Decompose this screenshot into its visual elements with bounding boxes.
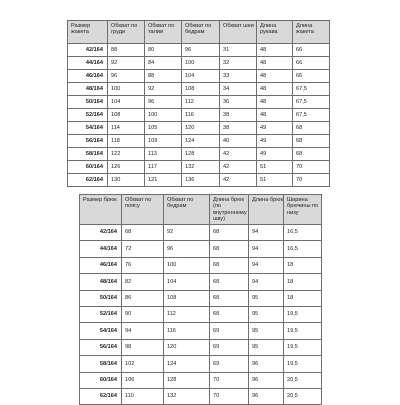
pants-value-cell: 94 — [249, 225, 284, 241]
pants-header-size: Размер брюк — [80, 195, 122, 225]
pants-value-cell: 95 — [249, 339, 284, 355]
jacket-table-row — [68, 122, 330, 135]
pants-value-cell: 68 — [210, 290, 249, 306]
pants-value-cell: 68 — [210, 274, 249, 290]
jacket-value-cell: 92 — [145, 83, 182, 96]
pants-value-cell: 90 — [122, 306, 164, 322]
pants-value-cell: 96 — [249, 388, 284, 404]
jacket-value-cell: 42 — [220, 174, 257, 187]
jacket-table-row — [68, 174, 330, 187]
jacket-table-row — [68, 57, 330, 70]
pants-value-cell: 69 — [210, 356, 249, 372]
pants-value-cell: 92 — [164, 225, 210, 241]
pants-value-cell: 94 — [249, 257, 284, 273]
pants-header-hem-width: Ширина брючины по низу — [284, 195, 322, 225]
pants-table-row — [80, 372, 322, 388]
jacket-value-cell: 49 — [257, 122, 293, 135]
pants-size-cell: 52/164 — [80, 306, 122, 322]
pants-value-cell: 70 — [210, 372, 249, 388]
pants-value-cell: 20,5 — [284, 388, 322, 404]
jacket-table-row — [68, 96, 330, 109]
jacket-table-row — [68, 83, 330, 96]
jacket-value-cell: 66 — [293, 70, 330, 83]
pants-value-cell: 110 — [122, 388, 164, 404]
jacket-table-body — [68, 44, 330, 187]
jacket-value-cell: 126 — [108, 161, 145, 174]
jacket-size-cell: 62/164 — [68, 174, 108, 187]
jacket-value-cell: 36 — [220, 96, 257, 109]
jacket-value-cell: 40 — [220, 135, 257, 148]
pants-value-cell: 108 — [164, 290, 210, 306]
jacket-size-cell: 46/164 — [68, 70, 108, 83]
pants-value-cell: 68 — [210, 241, 249, 257]
pants-size-cell: 46/164 — [80, 257, 122, 273]
pants-size-cell: 58/164 — [80, 356, 122, 372]
pants-value-cell: 19,5 — [284, 306, 322, 322]
jacket-header-chest: Обхват по груди — [108, 21, 145, 44]
jacket-value-cell: 109 — [145, 135, 182, 148]
pants-size-cell: 60/164 — [80, 372, 122, 388]
jacket-size-table — [67, 20, 330, 187]
jacket-header-size: Размер жакета — [68, 21, 108, 44]
jacket-table-row — [68, 135, 330, 148]
pants-size-cell: 56/164 — [80, 339, 122, 355]
jacket-value-cell: 48 — [257, 109, 293, 122]
jacket-value-cell: 48 — [257, 96, 293, 109]
jacket-value-cell: 117 — [145, 161, 182, 174]
jacket-value-cell: 96 — [145, 96, 182, 109]
jacket-value-cell: 100 — [182, 57, 220, 70]
jacket-value-cell: 100 — [108, 83, 145, 96]
jacket-size-cell: 58/164 — [68, 148, 108, 161]
pants-size-cell: 42/164 — [80, 225, 122, 241]
pants-table-body — [80, 225, 322, 405]
pants-table-row — [80, 290, 322, 306]
jacket-value-cell: 130 — [108, 174, 145, 187]
jacket-value-cell: 88 — [145, 70, 182, 83]
pants-value-cell: 94 — [122, 323, 164, 339]
jacket-value-cell: 48 — [257, 44, 293, 57]
jacket-value-cell: 48 — [257, 57, 293, 70]
jacket-value-cell: 88 — [108, 44, 145, 57]
jacket-value-cell: 51 — [257, 174, 293, 187]
jacket-value-cell: 33 — [220, 70, 257, 83]
pants-value-cell: 68 — [122, 225, 164, 241]
pants-value-cell: 82 — [122, 274, 164, 290]
pants-value-cell: 68 — [210, 225, 249, 241]
jacket-value-cell: 84 — [145, 57, 182, 70]
pants-table-row — [80, 225, 322, 241]
jacket-value-cell: 68 — [293, 148, 330, 161]
jacket-value-cell: 124 — [182, 135, 220, 148]
jacket-value-cell: 34 — [220, 83, 257, 96]
pants-value-cell: 120 — [164, 339, 210, 355]
jacket-value-cell: 51 — [257, 161, 293, 174]
pants-header-inseam: Длина брюк (по внутреннему шву) — [210, 195, 249, 225]
pants-value-cell: 95 — [249, 306, 284, 322]
pants-table-row — [80, 356, 322, 372]
jacket-value-cell: 42 — [220, 148, 257, 161]
pants-value-cell: 124 — [164, 356, 210, 372]
pants-value-cell: 86 — [122, 290, 164, 306]
pants-value-cell: 96 — [249, 372, 284, 388]
pants-size-table — [79, 194, 322, 405]
jacket-header-neck: Обхват шеи — [220, 21, 257, 44]
jacket-value-cell: 31 — [220, 44, 257, 57]
pants-value-cell: 96 — [164, 241, 210, 257]
jacket-value-cell: 96 — [108, 70, 145, 83]
pants-value-cell: 132 — [164, 388, 210, 404]
jacket-value-cell: 70 — [293, 174, 330, 187]
jacket-header-hips: Обхват по бедрам — [182, 21, 220, 44]
jacket-value-cell: 104 — [108, 96, 145, 109]
pants-table-row — [80, 241, 322, 257]
jacket-header-waist: Обхват по талии — [145, 21, 182, 44]
pants-value-cell: 69 — [210, 323, 249, 339]
pants-value-cell: 95 — [249, 290, 284, 306]
pants-value-cell: 102 — [122, 356, 164, 372]
pants-value-cell: 18 — [284, 274, 322, 290]
jacket-value-cell: 113 — [145, 148, 182, 161]
pants-value-cell: 94 — [249, 241, 284, 257]
jacket-value-cell: 48 — [257, 70, 293, 83]
jacket-value-cell: 100 — [145, 109, 182, 122]
jacket-value-cell: 132 — [182, 161, 220, 174]
pants-value-cell: 94 — [249, 274, 284, 290]
jacket-value-cell: 48 — [257, 83, 293, 96]
jacket-size-cell: 50/164 — [68, 96, 108, 109]
pants-value-cell: 70 — [210, 388, 249, 404]
jacket-size-cell: 60/164 — [68, 161, 108, 174]
jacket-value-cell: 105 — [145, 122, 182, 135]
pants-value-cell: 104 — [164, 274, 210, 290]
jacket-table-row — [68, 70, 330, 83]
pants-header-waist: Обхват по поясу — [122, 195, 164, 225]
pants-size-cell: 54/164 — [80, 323, 122, 339]
jacket-size-cell: 52/164 — [68, 109, 108, 122]
jacket-value-cell: 136 — [182, 174, 220, 187]
pants-value-cell: 18 — [284, 290, 322, 306]
jacket-value-cell: 42 — [220, 161, 257, 174]
jacket-value-cell: 120 — [182, 122, 220, 135]
jacket-value-cell: 70 — [293, 161, 330, 174]
pants-table-row — [80, 339, 322, 355]
jacket-table-row — [68, 148, 330, 161]
pants-value-cell: 18 — [284, 257, 322, 273]
jacket-size-cell: 54/164 — [68, 122, 108, 135]
jacket-value-cell: 108 — [108, 109, 145, 122]
pants-header-row — [80, 195, 322, 225]
jacket-value-cell: 128 — [182, 148, 220, 161]
pants-header-hips: Обхват по бедрам — [164, 195, 210, 225]
jacket-value-cell: 32 — [220, 57, 257, 70]
jacket-value-cell: 114 — [108, 122, 145, 135]
pants-size-cell: 50/164 — [80, 290, 122, 306]
jacket-value-cell: 108 — [182, 83, 220, 96]
pants-header-length: Длина брюк — [249, 195, 284, 225]
pants-value-cell: 69 — [210, 339, 249, 355]
jacket-header-sleeve: Длина рукава — [257, 21, 293, 44]
jacket-value-cell: 67,5 — [293, 83, 330, 96]
jacket-value-cell: 49 — [257, 148, 293, 161]
jacket-value-cell: 38 — [220, 122, 257, 135]
pants-value-cell: 96 — [249, 356, 284, 372]
jacket-size-cell: 48/164 — [68, 83, 108, 96]
pants-value-cell: 16,5 — [284, 225, 322, 241]
jacket-value-cell: 67,5 — [293, 109, 330, 122]
jacket-value-cell: 116 — [182, 109, 220, 122]
pants-value-cell: 98 — [122, 339, 164, 355]
pants-value-cell: 128 — [164, 372, 210, 388]
jacket-value-cell: 49 — [257, 135, 293, 148]
pants-value-cell: 72 — [122, 241, 164, 257]
jacket-value-cell: 67,5 — [293, 96, 330, 109]
jacket-size-cell: 42/164 — [68, 44, 108, 57]
pants-value-cell: 19,5 — [284, 339, 322, 355]
pants-table-row — [80, 257, 322, 273]
jacket-header-length: Длина жакета — [293, 21, 330, 44]
jacket-value-cell: 66 — [293, 57, 330, 70]
pants-size-cell: 62/164 — [80, 388, 122, 404]
pants-value-cell: 106 — [122, 372, 164, 388]
jacket-value-cell: 68 — [293, 135, 330, 148]
pants-value-cell: 112 — [164, 306, 210, 322]
pants-table-row — [80, 388, 322, 404]
jacket-value-cell: 38 — [220, 109, 257, 122]
pants-size-cell: 48/164 — [80, 274, 122, 290]
jacket-size-cell: 56/164 — [68, 135, 108, 148]
pants-table-row — [80, 306, 322, 322]
pants-value-cell: 20,5 — [284, 372, 322, 388]
pants-value-cell: 100 — [164, 257, 210, 273]
jacket-value-cell: 118 — [108, 135, 145, 148]
pants-value-cell: 116 — [164, 323, 210, 339]
jacket-value-cell: 122 — [108, 148, 145, 161]
jacket-table-row — [68, 161, 330, 174]
jacket-table-row — [68, 109, 330, 122]
jacket-header-row — [68, 21, 330, 44]
pants-value-cell: 76 — [122, 257, 164, 273]
jacket-value-cell: 68 — [293, 122, 330, 135]
pants-value-cell: 19,5 — [284, 323, 322, 339]
pants-value-cell: 19,5 — [284, 356, 322, 372]
jacket-value-cell: 66 — [293, 44, 330, 57]
jacket-table-row — [68, 44, 330, 57]
jacket-value-cell: 121 — [145, 174, 182, 187]
jacket-value-cell: 92 — [108, 57, 145, 70]
jacket-size-cell: 44/164 — [68, 57, 108, 70]
jacket-value-cell: 104 — [182, 70, 220, 83]
pants-table-row — [80, 323, 322, 339]
jacket-value-cell: 96 — [182, 44, 220, 57]
pants-value-cell: 16,5 — [284, 241, 322, 257]
pants-value-cell: 95 — [249, 323, 284, 339]
pants-size-cell: 44/164 — [80, 241, 122, 257]
pants-table-row — [80, 274, 322, 290]
jacket-value-cell: 80 — [145, 44, 182, 57]
pants-value-cell: 68 — [210, 257, 249, 273]
pants-value-cell: 68 — [210, 306, 249, 322]
jacket-value-cell: 112 — [182, 96, 220, 109]
